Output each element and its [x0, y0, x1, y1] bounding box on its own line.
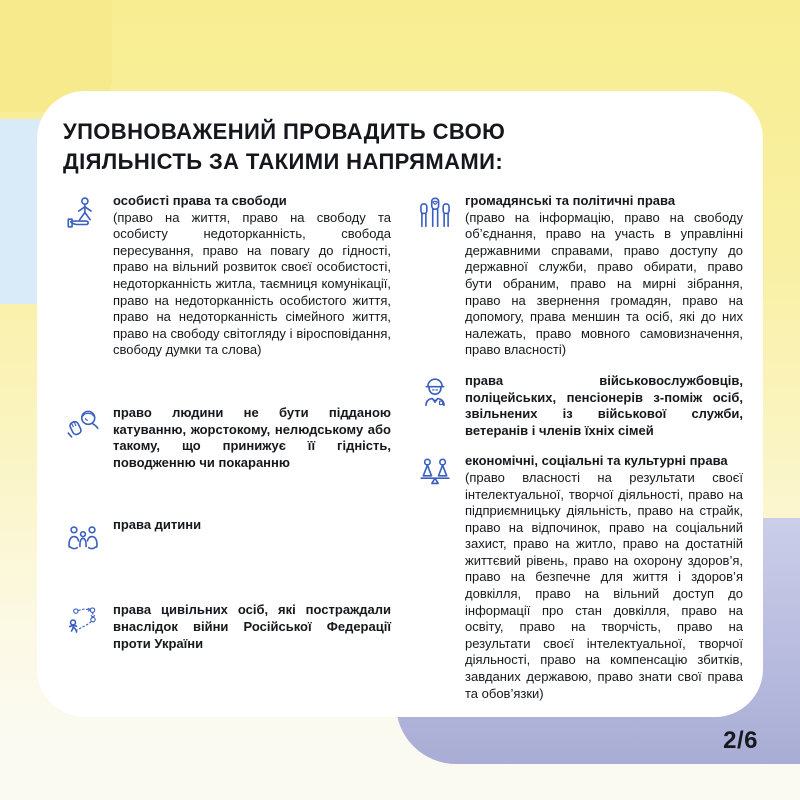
item-title: економічні, соціальні та культурні права [465, 453, 728, 469]
item-title: громадянські та політичні права [465, 193, 676, 208]
content-card [37, 91, 763, 717]
right-column [415, 193, 743, 716]
raised-hands-icon [415, 193, 455, 359]
soldier-icon [415, 373, 455, 439]
people-on-scale-icon [415, 453, 455, 702]
item-title: особисті права та свободи [113, 193, 287, 208]
item-body: (право на життя, право на свободу та особисту недоторканність, свобода пересування, право на повагу до гідності, право на вільний розвиток своєї особистості, недоторканність житла, таємниця комунікації, право на недоторканність особистого життя, право на недоторканність сімейного життя, право на свободу світогляду і віросповідання, свободу думки та слова) [113, 209, 391, 358]
stop-torture-icon [63, 405, 103, 471]
two-column-list [63, 193, 743, 716]
list-item-child-rights [63, 517, 391, 556]
item-body: (право на інформацію, право на свободу об’єднання, право на участь в управлінні державними справами, право доступу до державної служби, право обирати, право бути обраним, право на мирні зібрання, право на звернення громадян, право на допомогу, права меншин та осіб, які до них належать, право мовного самовизначення, право власності) [465, 209, 743, 358]
page-number: 2/6 [723, 727, 758, 754]
list-item-civilians-war [63, 602, 391, 652]
page-title-line1: УПОВНОВАЖЕНИЙ ПРОВАДИТЬ СВОЮ [63, 119, 506, 144]
list-item-civil-political-rights [415, 193, 743, 359]
item-title: права дитини [113, 517, 202, 533]
item-body: (право власності на результати своєї інтелектуальної, творчої діяльності, право на підприємницьку діяльність, право на страйк, право на відпочинок, право на соціальний захист, право на житло, право на достатній життєвий рівень, право на охорону здоров’я, право на безпечне для життя і здоров’я довкілля, право на вільний доступ до інформації про стан довкілля, право на освіту, право на творчість, право на результати своєї інтелектуальної, творчої діяльності, право на компенсацію збитків, завданих державою, право знати свої права та обов’язки) [465, 469, 743, 701]
left-column [63, 193, 391, 716]
family-child-icon [63, 517, 103, 556]
item-title: право людини не бути підданою катуванню, жорстокому, нелюдському або такому, що принижує її гідність, поводженню чи покаранню [113, 404, 391, 470]
page-title [63, 117, 743, 177]
page-title-line2: ДІЯЛЬНІСТЬ ЗА ТАКИМИ НАПРЯМАМИ: [63, 149, 504, 174]
list-item-economic-social-cultural [415, 453, 743, 702]
item-title: права цивільних осіб, які постраждали внаслідок війни Російської Федерації проти України [113, 602, 391, 651]
list-item-military-rights [415, 373, 743, 439]
list-item-no-torture [63, 405, 391, 471]
item-title: права військовослужбовців, поліцейських, пенсіонерів з-поміж осіб, звільнених із військової служби, ветеранів і членів їхніх сімей [465, 372, 743, 438]
list-item-personal-rights [63, 193, 391, 359]
displaced-person-icon [63, 602, 103, 652]
person-on-hand-icon [63, 193, 103, 359]
